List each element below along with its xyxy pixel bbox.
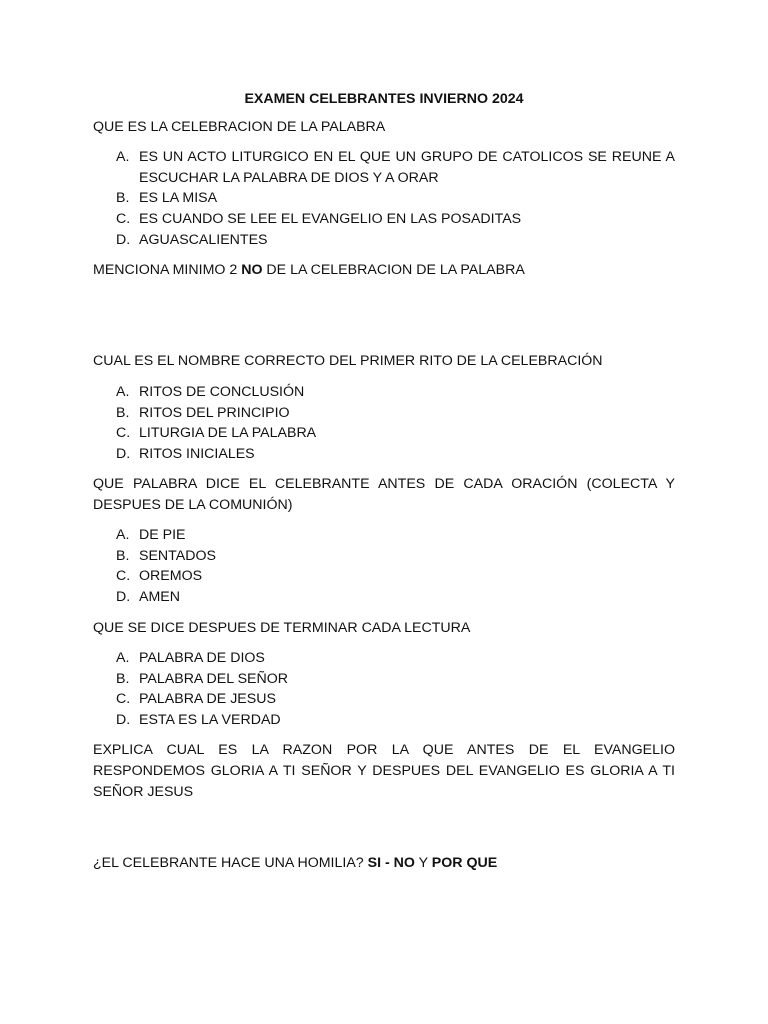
option-text: SENTADOS — [139, 547, 216, 564]
option-letter: C. — [116, 425, 131, 442]
question-1-option-a — [93, 147, 675, 188]
question-4-options — [93, 525, 675, 608]
exam-title: EXAMEN CELEBRANTES INVIERNO 2024 — [244, 91, 524, 107]
question-3: CUAL ES EL NOMBRE CORRECTO DEL PRIMER RITO DE LA CELEBRACIÓN — [93, 353, 603, 369]
option-text: PALABRA DE DIOS — [139, 650, 265, 666]
option-letter: A. — [116, 650, 130, 666]
question-3-option-d — [93, 444, 675, 465]
question-1-option-c — [93, 209, 675, 230]
option-text: ESTA ES LA VERDAD — [139, 712, 281, 729]
option-text: ES LA MISA — [139, 190, 218, 207]
option-letter: B. — [116, 404, 130, 421]
question-7-text-mid: Y — [414, 855, 432, 871]
question-4: QUE PALABRA DICE EL CELEBRANTE ANTES DE CADA ORACIÓN (COLECTA Y DESPUES DE LA COMUNIÓN) — [93, 476, 675, 513]
option-letter: A. — [116, 384, 130, 400]
question-6: EXPLICA CUAL ES LA RAZON POR LA QUE ANTES DE EL EVANGELIO RESPONDEMOS GLORIA A TI SEÑOR Y DESPUES DEL EVANGELIO ES GLORIA A TI SEÑOR JESUS — [93, 742, 675, 800]
option-text: RITOS INICIALES — [139, 446, 255, 463]
option-text: AGUASCALIENTES — [139, 231, 268, 248]
option-letter: B. — [116, 547, 130, 564]
option-letter: C. — [116, 568, 131, 585]
question-5: QUE SE DICE DESPUES DE TERMINAR CADA LECTURA — [93, 620, 471, 636]
option-letter: D. — [116, 231, 131, 248]
option-text: OREMOS — [139, 568, 203, 585]
question-1-options — [93, 147, 675, 251]
option-letter: A. — [116, 149, 130, 165]
question-3-option-b — [93, 403, 675, 424]
question-4-option-a — [93, 525, 675, 546]
question-7-bold-por-que: POR QUE — [431, 855, 498, 871]
option-letter: D. — [116, 446, 131, 463]
option-letter: B. — [116, 670, 130, 687]
question-2 — [93, 260, 675, 281]
option-text: RITOS DE CONCLUSIÓN — [139, 384, 305, 400]
exam-page — [93, 0, 675, 1024]
option-text: PALABRA DE JESUS — [139, 691, 276, 708]
option-letter: D. — [116, 589, 131, 606]
option-text: ES UN ACTO LITURGICO EN EL QUE UN GRUPO DE CATOLICOS SE REUNE A ESCUCHAR LA PALABRA DE DIOS Y A ORAR — [139, 149, 675, 186]
question-3-option-c — [93, 423, 675, 444]
question-2-text-end: DE LA CELEBRACION DE LA PALABRA — [262, 262, 525, 278]
option-letter: C. — [116, 211, 131, 228]
option-text: ES CUANDO SE LEE EL EVANGELIO EN LAS POSADITAS — [139, 211, 522, 228]
option-text: LITURGIA DE LA PALABRA — [139, 425, 317, 442]
question-1-option-d — [93, 230, 675, 251]
question-5-option-b — [93, 669, 675, 690]
option-letter: A. — [116, 527, 130, 543]
question-1-option-b — [93, 188, 675, 209]
question-4-option-b — [93, 546, 675, 567]
option-text: DE PIE — [139, 527, 186, 543]
question-7-bold-si-no: SI - NO — [367, 855, 415, 871]
question-7 — [93, 853, 675, 874]
question-5-option-c — [93, 689, 675, 710]
option-letter: D. — [116, 712, 131, 729]
question-5-options — [93, 648, 675, 731]
question-7-text-start: ¿EL CELEBRANTE HACE UNA HOMILIA? — [93, 855, 368, 871]
option-text: RITOS DEL PRINCIPIO — [139, 404, 290, 421]
option-text: AMEN — [139, 589, 180, 606]
question-3-option-a — [93, 382, 675, 403]
option-letter: C. — [116, 691, 131, 708]
option-letter: B. — [116, 190, 130, 207]
question-2-text-start: MENCIONA MINIMO 2 — [93, 262, 242, 278]
question-4-option-c — [93, 566, 675, 587]
option-text: PALABRA DEL SEÑOR — [139, 670, 289, 687]
question-2-bold-no: NO — [241, 262, 263, 278]
question-1: QUE ES LA CELEBRACION DE LA PALABRA — [93, 119, 386, 135]
question-3-options — [93, 382, 675, 465]
question-5-option-d — [93, 710, 675, 731]
question-4-option-d — [93, 587, 675, 608]
question-5-option-a — [93, 648, 675, 669]
